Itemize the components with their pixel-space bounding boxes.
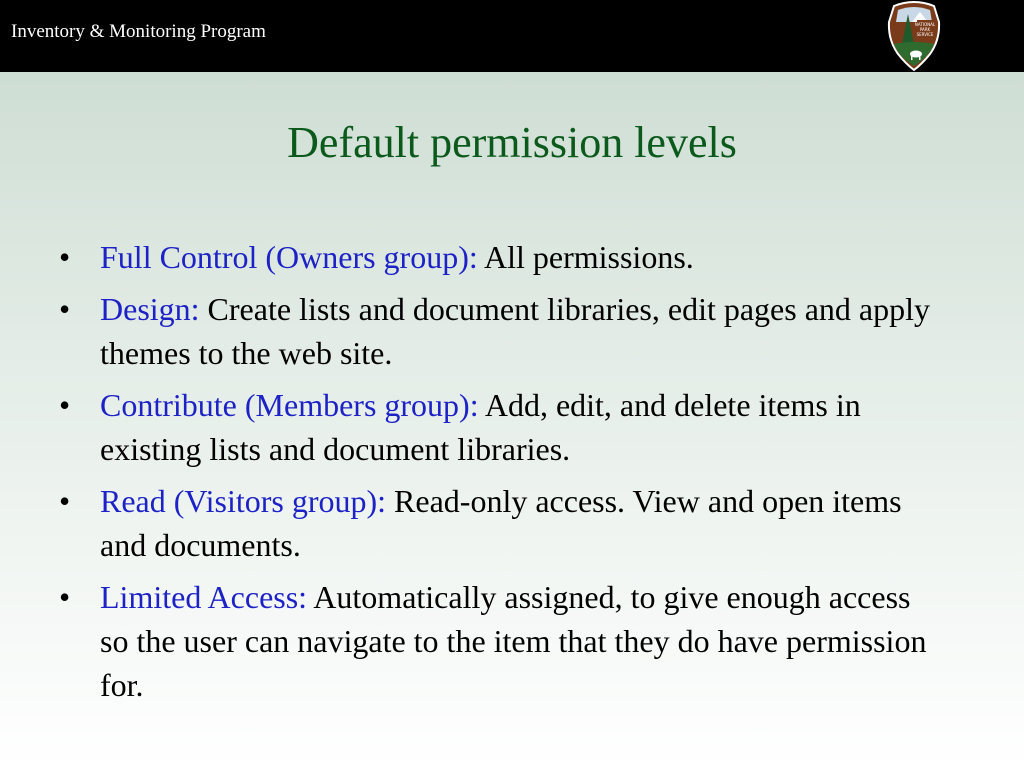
bullet-item	[57, 383, 937, 471]
svg-text:PARK: PARK	[919, 27, 931, 32]
bullet-term: Design:	[100, 291, 208, 327]
bullet-description: Read-only access. View and open items and documents.	[100, 483, 902, 563]
bullet-dot-icon: •	[59, 291, 71, 327]
bullet-description: Automatically assigned, to give enough access so the user can navigate to the item that they do have permission for.	[100, 579, 927, 703]
bullet-dot-icon: •	[59, 239, 71, 275]
bullet-dot-icon: •	[59, 387, 71, 423]
bullet-item	[57, 575, 937, 707]
bullet-list	[57, 235, 937, 715]
header-title: Inventory & Monitoring Program	[11, 21, 266, 42]
nps-arrowhead-logo-icon	[884, 0, 944, 72]
bullet-item	[57, 235, 937, 279]
bullet-description: Add, edit, and delete items in existing lists and document libraries.	[100, 387, 861, 467]
svg-text:SERVICE: SERVICE	[916, 32, 934, 37]
bullet-item	[57, 287, 937, 375]
bullet-description: All permissions.	[483, 239, 694, 275]
bullet-term: Read (Visitors group):	[100, 483, 395, 519]
bullet-item	[57, 479, 937, 567]
bullet-term: Limited Access:	[100, 579, 314, 615]
header-bar	[0, 0, 1024, 72]
bullet-dot-icon: •	[59, 579, 71, 615]
bullet-term: Contribute (Members group):	[100, 387, 485, 423]
bullet-term: Full Control (Owners group):	[100, 239, 484, 275]
bullet-description: Create lists and document libraries, edit pages and apply themes to the web site.	[100, 291, 930, 371]
svg-text:NATIONAL: NATIONAL	[914, 22, 936, 27]
slide-title: Default permission levels	[287, 118, 737, 167]
bullet-dot-icon: •	[59, 483, 71, 519]
